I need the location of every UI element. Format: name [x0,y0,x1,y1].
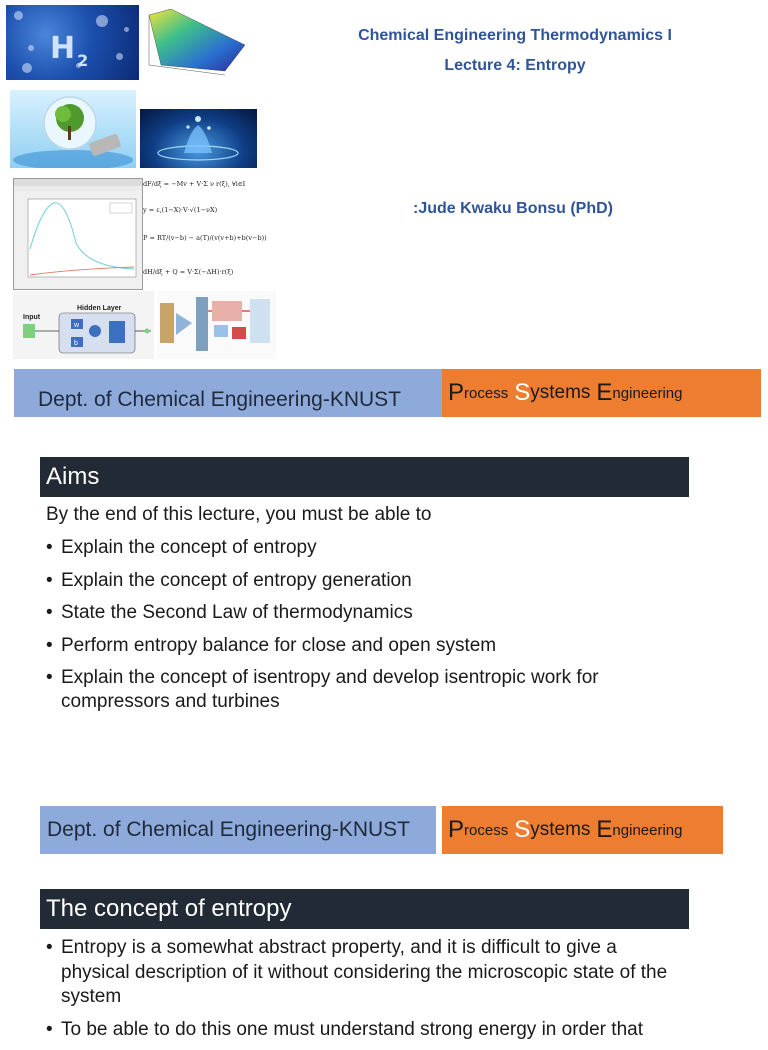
entropy-heading: The concept of entropy [40,889,689,929]
hydrogen-image [6,5,139,80]
author-name: :Jude Kwaku Bonsu (PhD) [413,200,614,217]
list-item: • Explain the concept of entropy generation [46,569,686,593]
process-plant-diagram-image [158,291,276,359]
pse-banner: P rocess S ystems E ngineering [442,806,723,854]
nn-input-label: Input [23,314,41,321]
neural-network-diagram-image [13,291,154,359]
department-name: Dept. of Chemical Engineering-KNUST [47,818,410,841]
list-item: • State the Second Law of thermodynamics [46,601,686,625]
temperature-profile-plot-image [13,178,143,290]
surface-plot-image [141,5,249,80]
entropy-list [46,936,686,1050]
pse-banner: P rocess S ystems E ngineering [442,369,761,417]
nn-hidden-layer-label: Hidden Layer [77,305,122,312]
list-item: • Entropy is a somewhat abstract property, and it is difficult to give a physical description of it without considering the microscopic state of the system [46,936,686,1010]
water-splash-image [140,109,257,168]
h2-label: $H_2$ [50,31,91,70]
list-item: • Explain the concept of entropy [46,536,686,560]
department-banner [14,369,442,417]
svg-text:b: b [74,340,78,347]
course-title: Chemical Engineering Thermodynamics I [358,27,672,44]
department-name: Dept. of Chemical Engineering-KNUST [38,388,401,411]
lecture-title: Lecture 4: Entropy [444,57,586,74]
eco-lightbulb-image [10,90,136,168]
aims-heading: Aims [40,457,689,497]
reactor-equations-image: dF/dξ = −Mv + V·Σ ν r(ξ), ∀i∈I y = ε,(1−X)·V·√(1−νX) P = RT/(v−b) − a(T)/(v(v+b)+b(v−b)) dH/dξ + Q = V·Σ(−ΔH)·r(ξ) [143,180,267,276]
aims-intro: By the end of this lecture, you must be able to [46,504,432,525]
list-item: • To be able to do this one must understand strong energy in order that [46,1018,686,1043]
svg-text:w: w [74,322,80,329]
list-item: • Perform entropy balance for close and open system [46,634,686,658]
list-item: • Explain the concept of isentropy and develop isentropic work for compressors and turbines [46,666,686,714]
department-banner [40,806,436,854]
aims-list [46,536,686,723]
